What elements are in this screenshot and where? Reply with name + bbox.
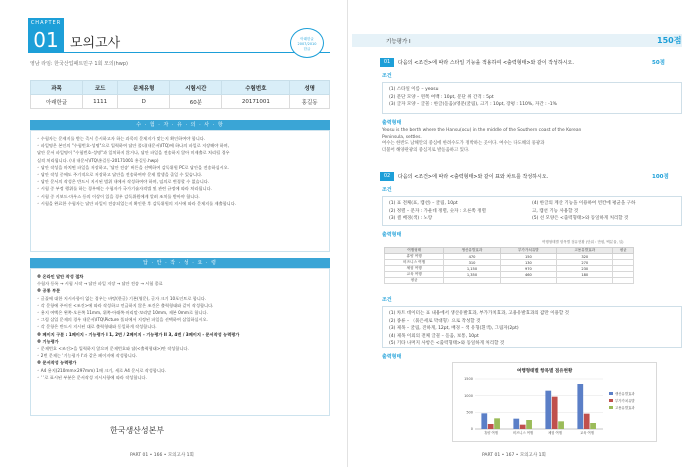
question-2-conditions-label: 조건 bbox=[382, 187, 392, 193]
x-tick-label: 비즈니스 여행 bbox=[512, 431, 534, 435]
sample-line: 여수는 한반도 남해안의 중심에 한려수도가 정박하는 곳이다. 여수는 다도해의 풍광과 bbox=[382, 141, 545, 146]
table-cell: 20171001 bbox=[222, 95, 290, 109]
note-line: ◦ 글꼴에 대한 지시사항이 없는 경우는 바탕(한글) 기본(영문), 글자 크기 10포인트로 합니다. bbox=[37, 295, 207, 301]
question-2-output-label: 출력형태 bbox=[382, 232, 402, 238]
question-1-text: 다음의 <조건>에 따라 스타일 기능을 적용하여 <출력형태>와 같이 작성하시오. bbox=[398, 60, 574, 66]
question-2-number: 02 bbox=[380, 172, 394, 181]
conditions-right-col bbox=[532, 200, 675, 222]
condition-line: (4) 제목 이외의 전체 글꼴 – 돋움, 보통, 10pt bbox=[389, 333, 479, 339]
table-cell: 150 bbox=[500, 254, 556, 260]
table-row bbox=[385, 278, 634, 284]
bar bbox=[577, 384, 583, 429]
note-line: ※ 페이지 구분 : 1페이지 - 기능평가 I 1, 2번 / 2페이지 - 기능평가 II 3, 4번 / 3페이지 - 문서작성 능력평가 bbox=[37, 331, 240, 337]
right-page bbox=[352, 0, 700, 467]
table-cell: 비즈니스 여행 bbox=[385, 260, 444, 266]
condition-line: (3) 셀 배경(색) : 노랑 bbox=[389, 216, 433, 221]
chapter-title: 모의고사 bbox=[70, 36, 121, 51]
table-cell: 60분 bbox=[170, 95, 222, 109]
question-2-points: 100점 bbox=[652, 174, 669, 180]
table-cell bbox=[557, 278, 613, 284]
x-tick-label: 휴양 여행 bbox=[484, 431, 498, 435]
bar bbox=[513, 419, 519, 429]
question-1-number: 01 bbox=[380, 58, 394, 67]
table-cell: 휴양 여행 bbox=[385, 254, 444, 260]
table-cell: 1,350 bbox=[444, 272, 500, 278]
bar bbox=[494, 418, 500, 429]
bar bbox=[481, 413, 487, 429]
bar bbox=[552, 397, 558, 429]
note-line: ◦ 답안 문서의 작성은 반드시 지시된 범위 내에서 작성하여야 하며, 임의로 변경할 수 없습니다. bbox=[37, 179, 210, 185]
table-cell: 180 bbox=[557, 272, 613, 278]
table-cell bbox=[500, 278, 556, 284]
exam-info-table bbox=[30, 80, 330, 109]
table-header: 여행형태 bbox=[385, 248, 444, 254]
x-tick-label: 교육 여행 bbox=[580, 431, 594, 435]
badge-line-2: 2007/2010 bbox=[297, 42, 317, 46]
table-cell: 교육 여행 bbox=[385, 272, 444, 278]
section-header-score: 150점 bbox=[657, 36, 682, 45]
chart-box bbox=[452, 362, 657, 442]
source-file-line: 영남 라임: 한국산업패트민구 1회 모의(hwp) bbox=[30, 61, 129, 67]
chart-title: 여행형태별 항목별 점유현황 bbox=[517, 369, 573, 374]
legend-swatch bbox=[609, 392, 613, 395]
table-cell: 470 bbox=[444, 254, 500, 260]
table-header: 수험번호 bbox=[222, 81, 290, 95]
note-line: ◦ 각 문항에 주어진 <조건>에 따라 작성하고 언급하지 않은 조건은 출력형태와 같이 작성합니다. bbox=[37, 302, 214, 308]
table-cell: 270 bbox=[557, 260, 613, 266]
conditions-left-col bbox=[389, 200, 532, 222]
sample-line: Yeosu is the berth where the Hansu(ocu) in the middle of the Southern coast of the Korean bbox=[382, 128, 582, 133]
note-line: ◦ 답안 작성을 마치면 파일을 저장하고, '답안 전송' 버튼을 선택하여 감독위원 PC로 답안을 전송하십시오. bbox=[37, 164, 229, 170]
table-header: 성명 bbox=[290, 81, 330, 95]
bar bbox=[584, 414, 590, 429]
right-page-number: PART 01 • 167 • 모의고사 1회 bbox=[482, 453, 546, 458]
note-line: ※ 문서작성 능력평가 bbox=[37, 360, 77, 366]
table-header: 평균 bbox=[613, 248, 634, 254]
table-cell bbox=[613, 278, 634, 284]
note-line: ◦ 그림 삽입 문제의 경우 내문서\ITQ\Picture 폴더에서 지정된 파일을 선택하여 삽입하십시오. bbox=[37, 317, 208, 323]
y-tick-label: 500 bbox=[466, 410, 473, 415]
table-cell bbox=[444, 278, 500, 284]
note-line: ◦ 답안 작성 중에도 주기적으로 저장하고 답안을 전송하여야 문제 발생을 줄일 수 있습니다. bbox=[37, 172, 203, 178]
note-line: ◦ 2번 문제는 '기능평가 I'과 같은 페이지에 작성합니다. bbox=[37, 353, 138, 359]
condition-line: (2) 종류 – 〈묶은세로 막대형〉으로 작성할 것 bbox=[389, 318, 481, 324]
table-header: 문제유형 bbox=[118, 81, 170, 95]
note-line: 수험자 등록 → 시험 시작 → 답안 파일 저장 → 답안 전송 → 시험 종료 bbox=[37, 281, 163, 287]
question-2-conditions2-label: 조건 bbox=[382, 297, 392, 303]
travel-table bbox=[384, 247, 634, 284]
note-line: ◦ 시험 중 키보드·마우스 등의 이상이 있을 경우 감독위원에게 알려 조치를 받아야 합니다. bbox=[37, 193, 200, 199]
note-line: ※ 온라인 답안 작성 절차 bbox=[37, 274, 84, 279]
section-header-title: 기능평가 I bbox=[386, 39, 411, 45]
condition-line: (5) 선 모양은 <출력형태>와 동일하게 처리할 것 bbox=[532, 216, 629, 221]
sample-line: 더불어 해양관광의 중심지로 발돋움하고 있다. bbox=[382, 147, 470, 153]
table-cell: 홍길동 bbox=[290, 95, 330, 109]
question-2-output2-label: 출력형태 bbox=[382, 354, 402, 360]
bar bbox=[558, 421, 564, 429]
question-1-conditions bbox=[382, 82, 682, 114]
answer-guide-list bbox=[30, 268, 330, 416]
title-rule bbox=[28, 52, 330, 53]
question-1-conditions-label: 조건 bbox=[382, 73, 392, 79]
condition-line: (3) 글자 모양 – 글꼴 : 한글(돋움)/영문(굴림), 크기 : 10pt, 장평 : 110%, 자간 : -1% bbox=[389, 102, 557, 107]
note-line: 답안 문서 파일명이 "수험번호-성명"과 일치하지 않거나, 답안 파일을 전송하지 않아 미제출로 처리될 경우 bbox=[37, 150, 230, 156]
question-1-output-label: 출력형태 bbox=[382, 120, 402, 126]
condition-line: (1) 스타일 이름 – yeosu bbox=[389, 87, 439, 92]
answer-guide-heading: 답 · 안 · 작 · 성 · 요 · 령 bbox=[30, 258, 330, 268]
table-cell: 1111 bbox=[83, 95, 118, 109]
note-line: ◦ 시험을 완료한 수험자는 답안 파일이 전송되었는지 확인한 후 감독위원의 지시에 따라 문제지를 제출합니다. bbox=[37, 200, 237, 206]
legend-label: 부가가치유발 bbox=[615, 399, 635, 403]
question-1-points: 50점 bbox=[652, 60, 665, 66]
note-line: ※ 기능평가 bbox=[37, 338, 59, 344]
table-cell: 970 bbox=[500, 266, 556, 272]
table-header: 생산유발효과 bbox=[444, 248, 500, 254]
table-header: 시험시간 bbox=[170, 81, 222, 95]
notice-list bbox=[30, 130, 330, 252]
legend-swatch bbox=[609, 399, 613, 402]
note-line: ◦ ' '로 표시된 부분은 문서작성 지시사항에 따라 작성합니다. bbox=[37, 374, 147, 380]
condition-line: (3) 제목 – 굴림, 진하게, 12pt, 배경 – 색 유형(흰색), 그림자(2pt) bbox=[389, 326, 519, 331]
note-line: ◦ 파일명은 본인의 "수험번호-성명"으로 입력하여 답안 폴더(내문서\ITQ)에 하나의 파일로 저장해야 하며, bbox=[37, 143, 230, 149]
condition-line: (5) 기타 나머지 사항은 <출력형태>와 동일하게 처리할 것 bbox=[389, 341, 505, 346]
note-line: 실격 처리됩니다. (내 내문서\ITQ\홍길동-20171001 홍길동.hwp) bbox=[37, 157, 159, 163]
y-tick-label: 1000 bbox=[464, 393, 473, 398]
condition-line: (2) 정렬 – 문자 : 가운데 정렬, 숫자 : 오른쪽 정렬 bbox=[389, 208, 486, 214]
table-caption: 여행형태별 항목별 점유현황 (단위 : 만원, 백분율, 일) bbox=[542, 240, 624, 244]
legend-label: 고용유발효과 bbox=[615, 406, 635, 410]
chapter-tag: CHAPTER bbox=[28, 18, 64, 28]
badge-line-1: 아래한글 bbox=[300, 37, 314, 41]
question-2-conditions bbox=[382, 196, 682, 226]
legend-swatch bbox=[609, 406, 613, 409]
question-2-text: 다음의 <조건>에 따라 <출력형태>와 같이 표와 차트를 작성하시오. bbox=[398, 174, 549, 180]
left-page bbox=[0, 0, 348, 467]
condition-line: (1) 표 전체(표, 캡션) – 굴림, 10pt bbox=[389, 201, 458, 206]
table-cell: 460 bbox=[500, 272, 556, 278]
note-line: ◦ 용지 여백은 왼쪽·오른쪽 11mm, 위쪽·아래쪽·머리말·꼬리말 10mm, 제본 0mm로 합니다. bbox=[37, 310, 208, 316]
y-tick-label: 1500 bbox=[464, 377, 473, 382]
note-line: ◦ 시험 중 부정 행위를 하는 경우에는 수험자가 국가기술자격법 및 관련 규정에 따라 처리됩니다. bbox=[37, 186, 212, 192]
left-page-number: PART 01 • 166 • 모의고사 1회 bbox=[130, 453, 194, 458]
note-line: ◦ A4 용지(210mm×297mm) 1매 크기, 세로 A4 문서로 작성합니다. bbox=[37, 367, 167, 373]
sample-line: Peninsula, settles. bbox=[382, 134, 422, 140]
table-cell: 130 bbox=[500, 260, 556, 266]
version-badge bbox=[290, 28, 324, 58]
table-cell: 320 bbox=[557, 254, 613, 260]
table-cell: 1,150 bbox=[444, 266, 500, 272]
note-line: ※ 공통 부문 bbox=[37, 288, 61, 294]
table-cell: 310 bbox=[444, 260, 500, 266]
note-line: ◦ 문제번호 <조건>을 입력하지 않으며 문제번호와 답(<출력형태>)만 작성합니다. bbox=[37, 346, 189, 352]
chapter-number: 01 bbox=[28, 28, 64, 52]
bar bbox=[520, 425, 526, 429]
y-tick-label: 0 bbox=[470, 427, 473, 432]
note-line: ◦ 각 문항은 반드시 지시된 대로 출력형태와 동일하게 작성합니다. bbox=[37, 324, 157, 330]
x-tick-label: 체험 여행 bbox=[548, 431, 562, 435]
notice-section-heading: 수 · 험 · 자 · 유 · 의 · 사 · 항 bbox=[30, 120, 330, 130]
table-row bbox=[31, 95, 330, 109]
organization-name: 한국생산성본부 bbox=[110, 426, 165, 435]
condition-line: (2) 문단 모양 – 왼쪽 여백 : 10pt, 문단 위 간격 : 5pt bbox=[389, 94, 494, 100]
table-header: 과목 bbox=[31, 81, 83, 95]
bar bbox=[590, 423, 596, 429]
table-cell: 체험 여행 bbox=[385, 266, 444, 272]
table-cell: 평균 bbox=[385, 278, 444, 284]
table-header-row bbox=[31, 81, 330, 95]
condition-line: (1) 차트 데이터는 표 내용에서 생산유발효과, 부가가치효과, 고용유발효과의 값만 이용할 것 bbox=[389, 311, 570, 316]
question-1-sample-text bbox=[382, 128, 682, 154]
table-cell: D bbox=[118, 95, 170, 109]
table-cell: 230 bbox=[557, 266, 613, 272]
table-cell: 아래한글 bbox=[31, 95, 83, 109]
note-line: ◦ 수험자는 문제지를 받는 즉시 응시하고자 하는 과목의 문제지가 맞는지 확인하여야 합니다. bbox=[37, 136, 206, 141]
bar bbox=[526, 420, 532, 429]
table-header: 고용유발효과 bbox=[557, 248, 613, 254]
table-header: 부가가치유발 bbox=[500, 248, 556, 254]
badge-line-3: 한글 bbox=[303, 47, 311, 51]
bar-chart bbox=[453, 363, 656, 441]
bar bbox=[488, 424, 494, 429]
legend-label: 생산유발효과 bbox=[615, 392, 635, 396]
bar bbox=[545, 391, 551, 429]
condition-line: (4) 한글의 계산 기능을 이용하여 빈칸에 평균을 구하 bbox=[532, 201, 636, 206]
table-header: 코드 bbox=[83, 81, 118, 95]
question-2-chart-conditions bbox=[382, 306, 682, 348]
condition-line: 고, 캡션 기능 사용할 것 bbox=[532, 208, 579, 214]
